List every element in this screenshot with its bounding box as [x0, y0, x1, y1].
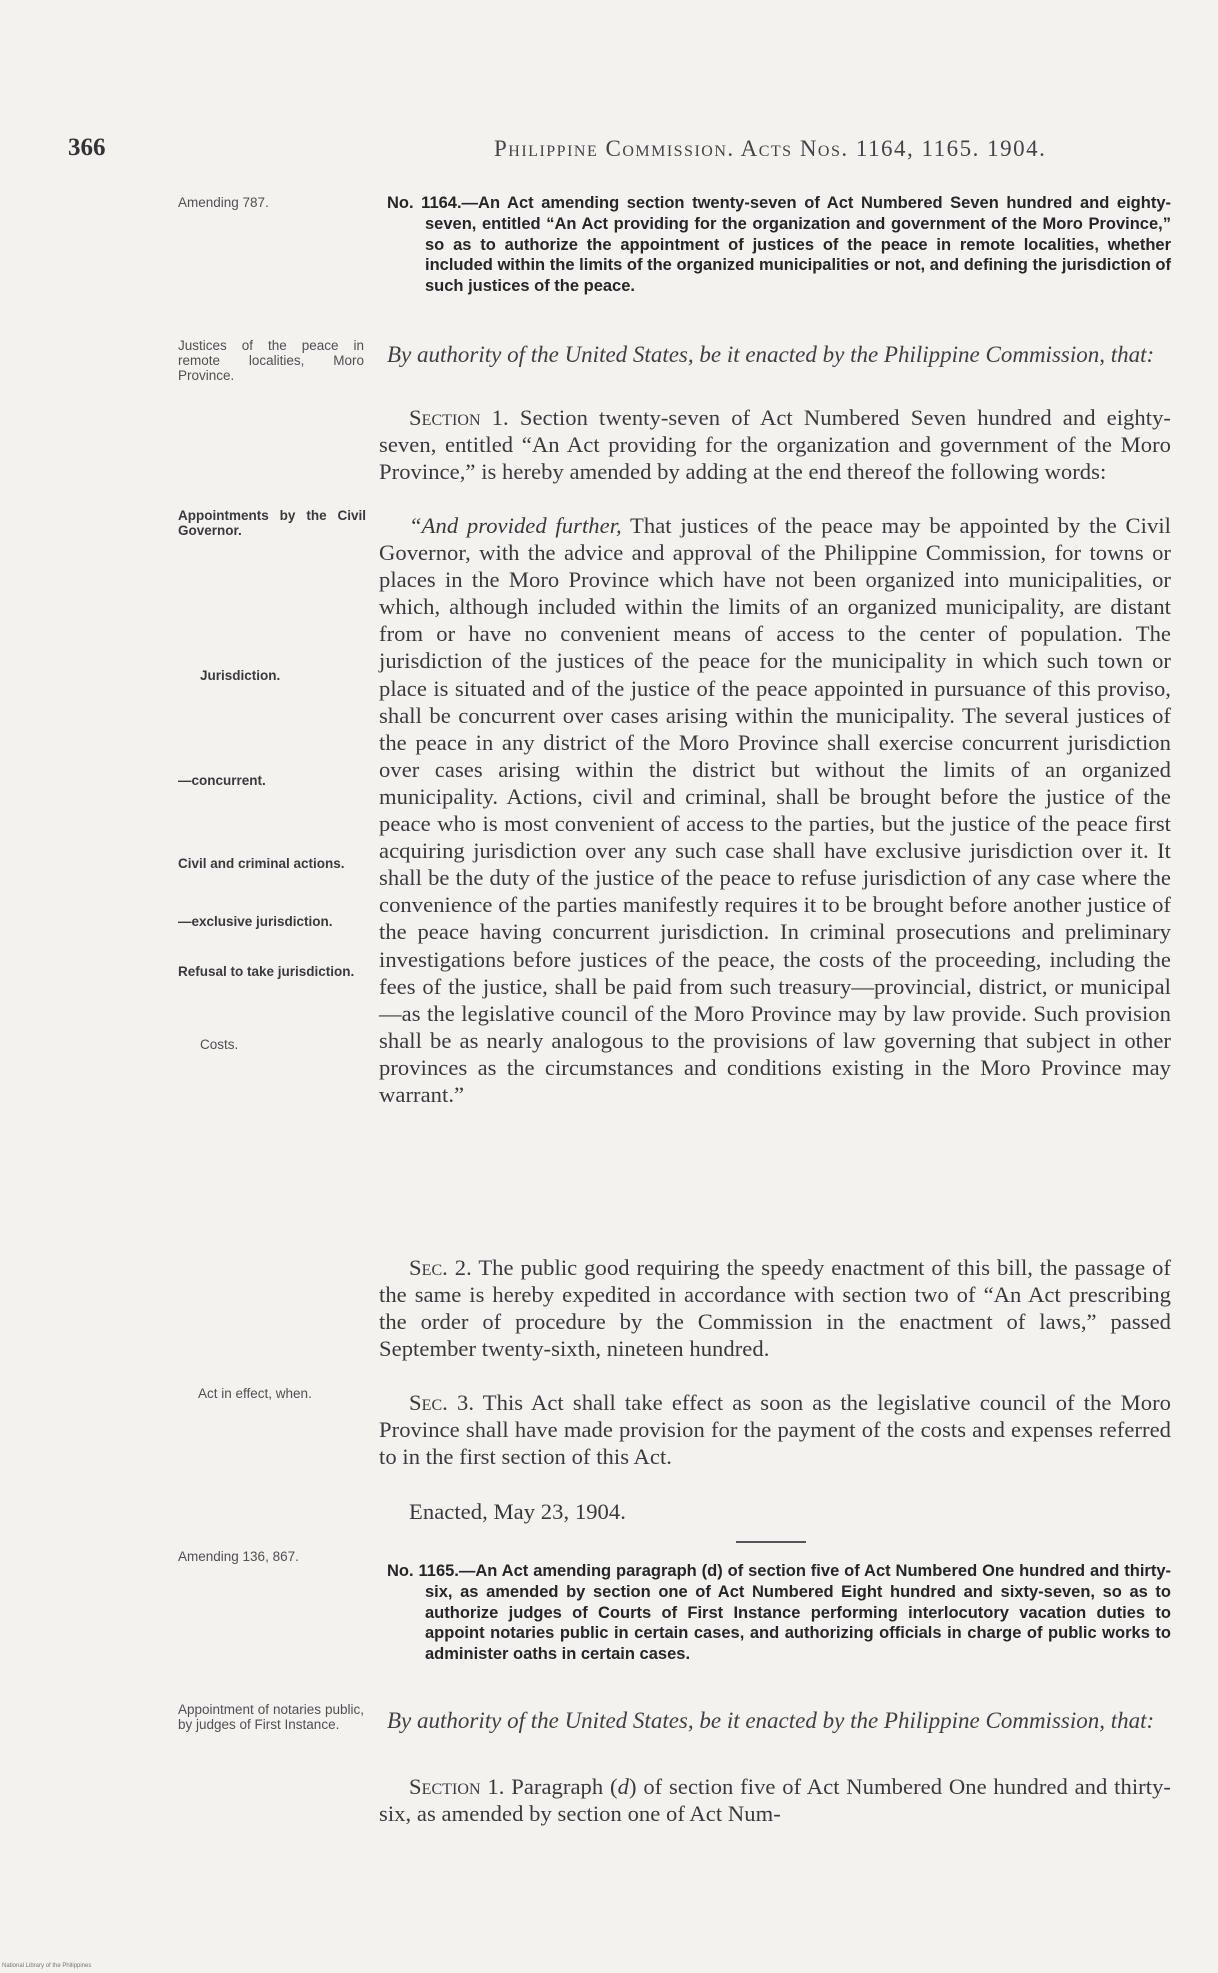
act-1164-heading: No. 1164.—An Act amending section twenty-seven of Act Numbered Seven hundred and eighty-seven, entitled “An Act providing for the organization and government of the Moro Province,” so as to authorize the appointment of justices of the peace in remote localities, whether included within the limits of the organized municipalities or not, and defining the jurisdiction of such justices of the peace. [387, 194, 1171, 296]
section-text: This Act shall take effect as soon as the legislative council of the Moro Province shall have made provision for the payment of the costs and expenses referred to in the first section of this Act. [379, 1390, 1172, 1470]
section-text: The public good requiring the speedy enactment of this bill, the passage of the same is hereby expedited in accordance with section two of “An Act prescribing the order of procedure by the Commission in the enactment of laws,” passed September twenty-sixth, nineteen hundred. [379, 1255, 1171, 1362]
margin-note-exclusive: —exclusive jurisdiction. [178, 914, 333, 929]
page-number: 366 [68, 134, 106, 161]
footer-credit: National Library of the Philippines [2, 1963, 92, 1969]
section-text: Section twenty-seven of Act Numbered Seven hundred and eighty-seven, entitled “An Act providing for the organization and government of the Moro Province,” is hereby amended by adding at the end thereof the following words: [379, 405, 1171, 485]
margin-note-jurisdiction: Jurisdiction. [200, 668, 281, 683]
act-1164-section-3 [379, 1389, 1171, 1470]
act-1164-section-1 [379, 404, 1171, 485]
section-label: Sec. 3. [409, 1390, 475, 1415]
act-1164-section-2 [379, 1254, 1171, 1362]
act-1164-enacted-date: Enacted, May 23, 1904. [409, 1499, 626, 1524]
section-label: Section 1. [409, 405, 509, 430]
act-1164-proviso [379, 512, 1171, 1108]
margin-note-amending-787: Amending 787. [178, 195, 269, 210]
margin-note-act-in-effect: Act in effect, when. [198, 1386, 312, 1401]
paragraph-letter: d [617, 1774, 629, 1799]
margin-note-appointment-notaries: Appointment of notaries public, by judges of First Instance. [178, 1702, 364, 1732]
act-1165-enacting-clause: By authority of the United States, be it enacted by the Philippine Commission, that: [387, 1708, 1155, 1733]
section-divider [736, 1541, 806, 1543]
margin-note-concurrent: —concurrent. [178, 773, 266, 788]
page-header [68, 134, 1128, 168]
section-text-a: Paragraph ( [511, 1774, 618, 1799]
margin-note-refusal: Refusal to take jurisdiction. [178, 964, 355, 979]
margin-note-appointments: Appointments by the Civil Governor. [178, 508, 366, 538]
proviso-lead: “And provided further, [409, 513, 622, 538]
margin-note-civil-criminal: Civil and criminal actions. [178, 856, 345, 871]
act-1165-section-1 [379, 1773, 1171, 1827]
section-label: Sec. 2. [409, 1255, 472, 1280]
proviso-text: That justices of the peace may be appointed by the Civil Governor, with the advice and approval of the Philippine Commission, for towns or places in the Moro Province which have not been organized into municipalities, or which, although included within the limits of an organized municipality, are distant from or have no convenient means of access to the center of population. The jurisdiction of the justices of the peace for the municipality in which such town or place is situated and of the justice of the peace appointed in pursuance of this proviso, shall be concurrent over cases arising within the municipality. The several justices of the peace in any district of the Moro Province shall exercise concurrent jurisdiction over cases arising within the district but without the limits of an organized municipality. Actions, civil and criminal, shall be brought before the justice of the peace who is most convenient of access to the parties, but the justice of the peace first acquiring jurisdiction over any such case shall have exclusive jurisdiction over it. It shall be the duty of the justice of the peace to refuse jurisdiction of any case where the convenience of the parties manifestly requires it to be brought before another justice of the peace having concurrent jurisdiction. In criminal prosecutions and preliminary investigations before justices of the peace, the costs of the proceeding, including the fees of the justice, shall be paid from such treasury—provincial, district, or municipal—as the legislative council of the Moro Province may by law provide. Such provision shall be as nearly analogous to the provisions of law governing that subject in other provinces as the circumstances and conditions existing in the Moro Province may warrant.” [379, 513, 1171, 1107]
running-head: Philippine Commission. Acts Nos. 1164, 1165. 1904. [494, 136, 1047, 161]
margin-note-amending-136: Amending 136, 867. [178, 1549, 299, 1564]
act-1164-enacting-clause: By authority of the United States, be it enacted by the Philippine Commission, that: [387, 342, 1155, 367]
section-text-b: ) of section five of Act Numbered One hundred and thirty-six, as amended by section one of Act Num- [379, 1774, 1171, 1827]
act-1165-heading: No. 1165.—An Act amending paragraph (d) of section five of Act Numbered One hundred and thirty-six, as amended by section one of Act Numbered Eight hundred and sixty-seven, so as to authorize judges of Courts of First Instance performing interlocutory vacation duties to appoint notaries public in certain cases, and authorizing officials in charge of public works to administer oaths in certain cases. [387, 1562, 1171, 1664]
margin-note-costs: Costs. [200, 1037, 239, 1052]
margin-note-justices-remote: Justices of the peace in remote localities, Moro Province. [178, 338, 364, 383]
section-label: Section 1. [409, 1774, 505, 1799]
